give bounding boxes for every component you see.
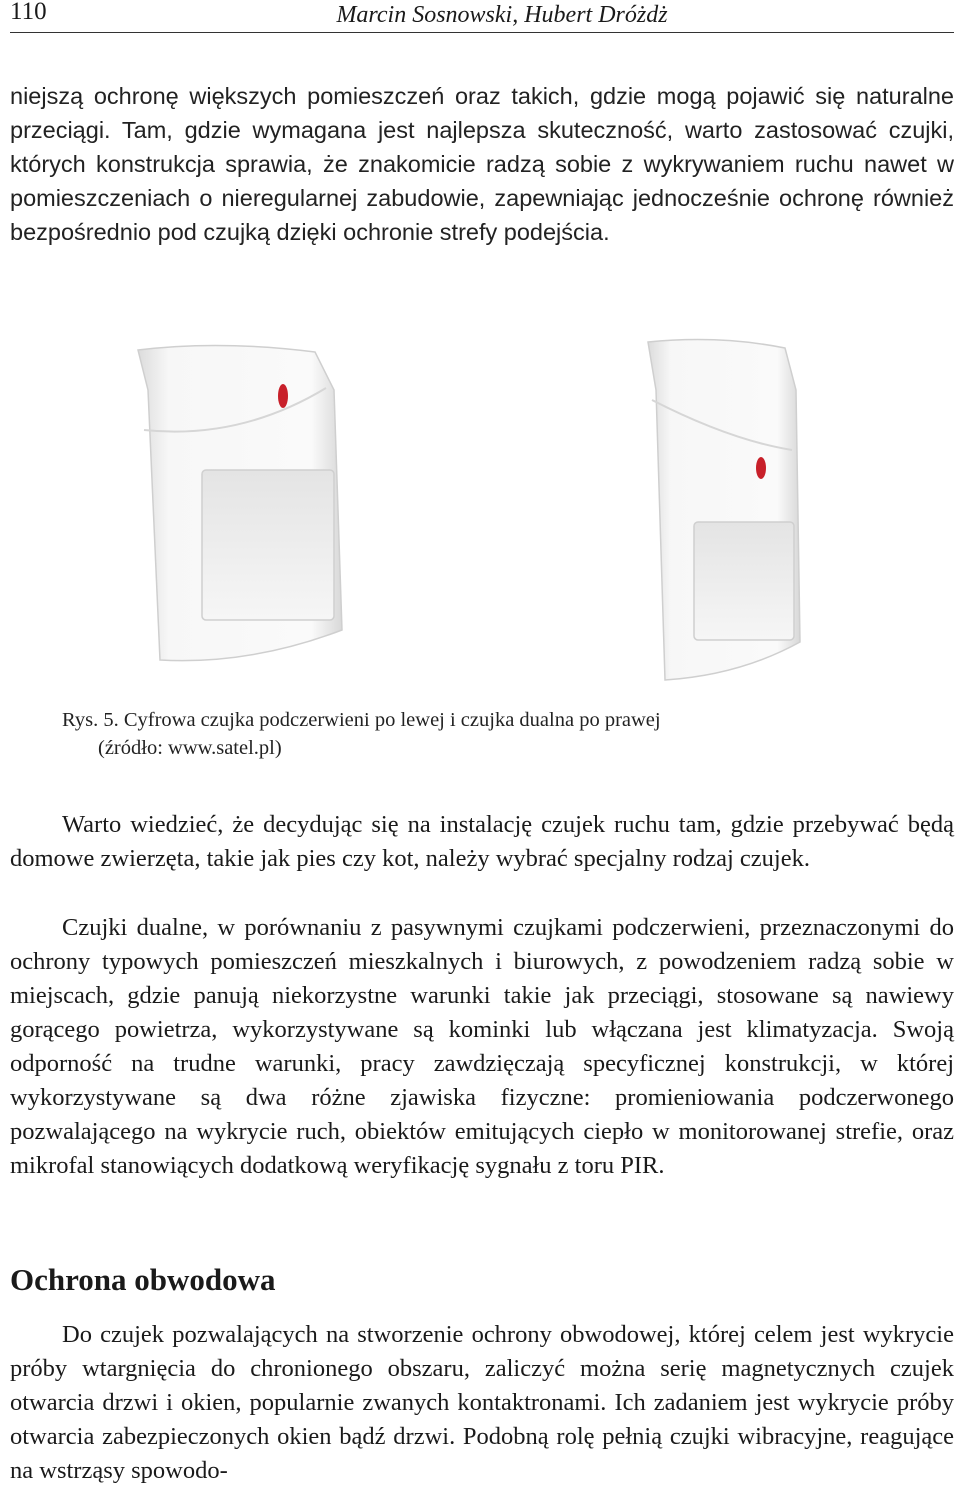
section-heading: Ochrona obwodowa <box>10 1262 276 1297</box>
figure-caption <box>62 706 882 762</box>
detectors-illustration <box>120 330 840 690</box>
figure-motion-detectors <box>120 330 840 690</box>
caption-line-1: Rys. 5. Cyfrowa czujka podczerwieni po lewej i czujka dualna po prawej <box>62 709 661 731</box>
page-number: 110 <box>10 0 47 25</box>
led-indicator-left <box>278 384 288 408</box>
caption-line-2: (źródło: www.satel.pl) <box>98 737 282 759</box>
intro-paragraph: niejszą ochronę większych pomieszczeń oraz takich, gdzie mogą pojawić się naturalne przeciągi. Tam, gdzie wymagana jest najlepsza skuteczność, warto zastosować czujki, których konstrukcja sprawia, że znakomicie radzą sobie z wykrywaniem ruchu nawet w pomieszczeniach o nieregularnej zabudowie, zapewniając jednocześnie ochronę również bezpośrednio pod czujką dzięki ochronie strefy podejścia. <box>10 83 954 245</box>
paragraph-pets: Warto wiedzieć, że decydując się na instalację czujek ruchu tam, gdzie przebywać będą domowe zwierzęta, takie jak pies czy kot, należy wybrać specjalny rodzaj czujek. <box>10 811 954 872</box>
running-header-authors: Marcin Sosnowski, Hubert Dróżdż <box>336 2 668 28</box>
paragraph-dual-detectors: Czujki dualne, w porównaniu z pasywnymi czujkami podczerwieni, przeznaczonymi do ochrony typowych pomieszczeń mieszkalnych i biurowych, z powodzeniem radzą sobie w miejscach, gdzie panują niekorzystne warunki takie jak przeciągi, stosowane są nawiewy gorącego powietrza, wykorzystywane są kominki lub włączana jest klimatyzacja. Swoją odporność na trudne warunki, pracy zawdzięczają specyficznej konstrukcji, w której wykorzystywane są dwa różne zjawiska fizyczne: promieniowania podczerwonego pozwalającego na wykrycie ruch, obiektów emitujących ciepło w monitorowanej strefie, oraz mikrofal stanowiących dodatkową weryfikację sygnału z toru PIR. <box>10 914 954 1179</box>
led-indicator-right <box>756 457 766 479</box>
page-header <box>10 0 954 33</box>
dual-detector-right <box>648 340 800 680</box>
paragraph-perimeter: Do czujek pozwalających na stworzenie ochrony obwodowej, której celem jest wykrycie próby wtargnięcia do chronionego obszaru, zaliczyć można serię magnetycznych czujek otwarcia drzwi i okien, popularnie zwanych kontaktronami. Ich zadaniem jest wykrycie próby otwarcia zabezpieczonych okien bądź drzwi. Podobną rolę pełnią czujki wibracyjne, reagujące na wstrząsy spowodo- <box>10 1321 954 1484</box>
pir-detector-left <box>138 345 342 660</box>
